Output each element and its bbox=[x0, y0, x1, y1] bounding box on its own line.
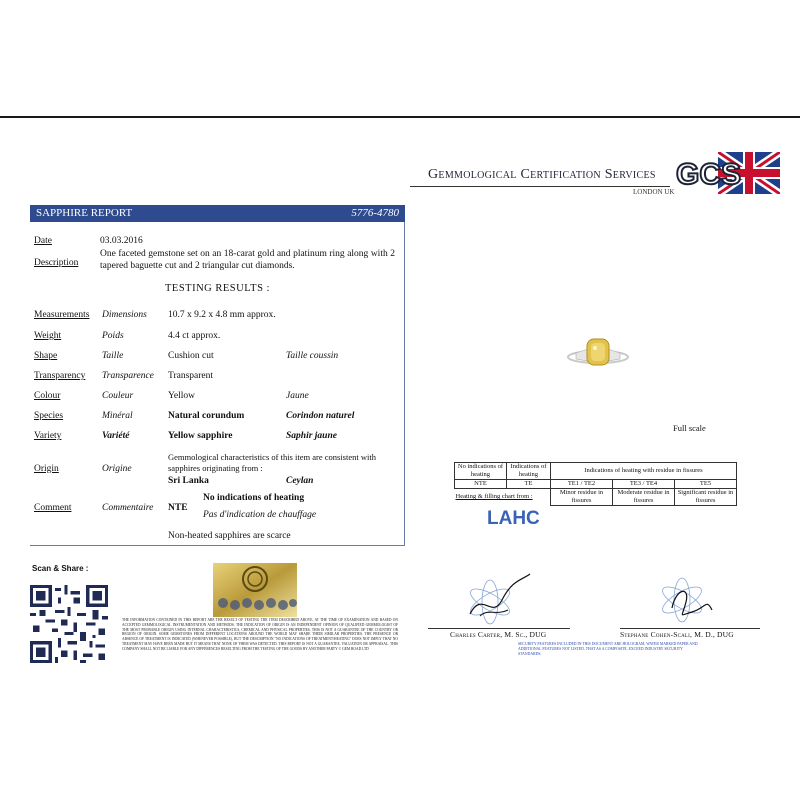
colour-value-fr: Jaune bbox=[286, 391, 309, 401]
heat-code-nte: NTE bbox=[455, 480, 507, 489]
heat-desc-minor: Minor residue in fissures bbox=[551, 489, 613, 506]
comment-note: Non-heated sapphires are scarce bbox=[168, 531, 291, 541]
colour-fr: Couleur bbox=[102, 391, 134, 401]
signature-line-right bbox=[620, 628, 760, 629]
heat-desc-significant: Significant residue in fissures bbox=[675, 489, 737, 506]
transparency-value: Transparent bbox=[168, 371, 214, 381]
security-note: SECURITY FEATURES INCLUDED IN THIS DOCUMENT ARE HOLOGRAM, WATER MARKED PAPER AND ADDITIONAL FEATURES NOT LISTED, THAT AS A COMPOSITE, EXCEED INDUSTRY SECURITY STANDARDS. bbox=[518, 642, 698, 656]
species-fr: Minéral bbox=[102, 411, 133, 421]
description-text: One faceted gemstone set on an 18-carat gold and platinum ring along with 2 tapered baguette cut and 2 triangular cut diamonds. bbox=[100, 249, 395, 271]
company-title: Gemmological Certification Services bbox=[428, 167, 656, 182]
ring-photo bbox=[566, 335, 630, 371]
heat-code-te12: TE1 / TE2 bbox=[551, 480, 613, 489]
heat-code-te: TE bbox=[507, 480, 551, 489]
shape-fr: Taille bbox=[102, 351, 124, 361]
scan-share-label: Scan & Share : bbox=[32, 564, 89, 573]
heat-col2-header: Indications of heating bbox=[507, 463, 551, 480]
disclaimer-text: THE INFORMATION CONTAINED IN THIS REPORT ARE THE RESULT OF TESTING THE ITEM DESCRIBED ABOVE, AT THE TIME OF EXAMINATION AND BASED ON ACCEPTED GEMMOLOGICAL INSTRUMENTATION AND METHODS. THE INDICATION OF ORIGIN IS AN INDEPENDENT OPINION OF QUALIFIED GEMMOLOGIST OF THE MOST PROBABLE ORIGIN USING INTERNAL CHARACTERISTICS, CHEMICAL AND PHYSICAL PROPERTIES. THIS IS NOT A GUARANTEE OF THE COUNTRY OR REGION OF ORIGIN. SOME GEMSTONES FROM DIFFERENT LOCATIONS AROUND THE WORLD MAY SHARE THEIR SIMILAR PROPERTIES. THE PRESENCE OR ABSENCE OF TREATMENT IS INDICATED (WHENEVER POSSIBLE), BUT THE DESCRIPTION "NO INDICATIONS OF TREATMENT/HEATING" DOES NOT IMPLY THAT NO TREATMENT MAY HAVE BEEN MADE BUT IT MEANS THAT NONE OF THEM WAS DETECTED. THIS REPORT IS NOT A GUARANTEE, VALUATION OR APPRAISAL. THIS COMPANY SHALL NOT BE LIABLE FOR ANY DIFFERENCES RESULTING FROM THE TESTING OF THE GOODS BY ANOTHER PARTY © GEM ROAD LTD bbox=[122, 618, 398, 651]
signatory-carter: Charles Carter, M. Sc., DUG bbox=[450, 630, 547, 639]
signatory-cohen-scali: Stephane Cohen-Scali, M. D., DUG bbox=[620, 630, 734, 639]
transparency-fr: Transparence bbox=[102, 371, 154, 381]
weight-fr: Poids bbox=[102, 331, 124, 341]
variety-value: Yellow sapphire bbox=[168, 431, 233, 441]
logo-letters: GCS bbox=[676, 158, 742, 191]
comment-code: NTE bbox=[168, 503, 188, 513]
origin-value: Sri Lanka bbox=[168, 476, 209, 486]
shape-value-fr: Taille coussin bbox=[286, 351, 339, 361]
variety-value-fr: Saphir jaune bbox=[286, 431, 337, 441]
heat-chart-label: Heating & filling chart from : bbox=[455, 493, 533, 501]
measurements-fr: Dimensions bbox=[102, 310, 147, 320]
report-title: SAPPHIRE REPORT bbox=[36, 207, 133, 219]
heat-code-te34: TE3 / TE4 bbox=[613, 480, 675, 489]
report-number: 5776-4780 bbox=[351, 207, 399, 219]
species-label: Species bbox=[34, 411, 64, 421]
security-hologram bbox=[213, 563, 297, 617]
signature-carter bbox=[462, 570, 532, 630]
measurements-label: Measurements bbox=[34, 310, 90, 320]
origin-fr: Origine bbox=[102, 464, 132, 474]
origin-value-fr: Ceylan bbox=[286, 476, 314, 486]
comment-value: No indications of heating bbox=[203, 493, 305, 503]
qr-code[interactable] bbox=[30, 585, 108, 663]
comment-label: Comment bbox=[34, 503, 72, 513]
header-rule bbox=[410, 186, 670, 187]
svg-text:LAHC: LAHC bbox=[487, 508, 540, 529]
description-label: Description bbox=[34, 258, 79, 268]
gcs-logo-icon bbox=[674, 150, 782, 196]
comment-value-fr: Pas d'indication de chauffage bbox=[203, 510, 317, 520]
testing-results-heading: TESTING RESULTS : bbox=[165, 283, 270, 294]
species-value-fr: Corindon naturel bbox=[286, 411, 355, 421]
lahc-logo-icon bbox=[486, 504, 540, 530]
heat-code-te5: TE5 bbox=[675, 480, 737, 489]
report-title-bar bbox=[30, 205, 405, 222]
heat-col1-header: No indications of heating bbox=[455, 463, 507, 480]
weight-value: 4.4 ct approx. bbox=[168, 331, 221, 341]
heating-table bbox=[454, 462, 737, 506]
shape-value: Cushion cut bbox=[168, 351, 214, 361]
company-location: LONDON UK bbox=[633, 188, 675, 196]
species-value: Natural corundum bbox=[168, 411, 245, 421]
variety-label: Variety bbox=[34, 431, 62, 441]
transparency-label: Transparency bbox=[34, 371, 86, 381]
comment-fr: Commentaire bbox=[102, 503, 154, 513]
signature-line-left bbox=[428, 628, 570, 629]
signature-cohen-scali bbox=[652, 568, 722, 628]
date-label: Date bbox=[34, 236, 52, 246]
variety-fr: Variété bbox=[102, 431, 130, 441]
heat-residue-header: Indications of heating with residue in fissures bbox=[551, 463, 737, 480]
date-value: 03.03.2016 bbox=[100, 236, 143, 246]
full-scale-caption: Full scale bbox=[673, 423, 706, 433]
measurements-value: 10.7 x 9.2 x 4.8 mm approx. bbox=[168, 310, 276, 320]
colour-value: Yellow bbox=[168, 391, 196, 401]
weight-label: Weight bbox=[34, 331, 62, 341]
origin-note: Gemmological characteristics of this item are consistent with sapphires originating from : bbox=[168, 452, 376, 473]
shape-label: Shape bbox=[34, 351, 58, 361]
origin-label: Origin bbox=[34, 464, 59, 474]
colour-label: Colour bbox=[34, 391, 61, 401]
heat-desc-moderate: Moderate residue in fissures bbox=[613, 489, 675, 506]
